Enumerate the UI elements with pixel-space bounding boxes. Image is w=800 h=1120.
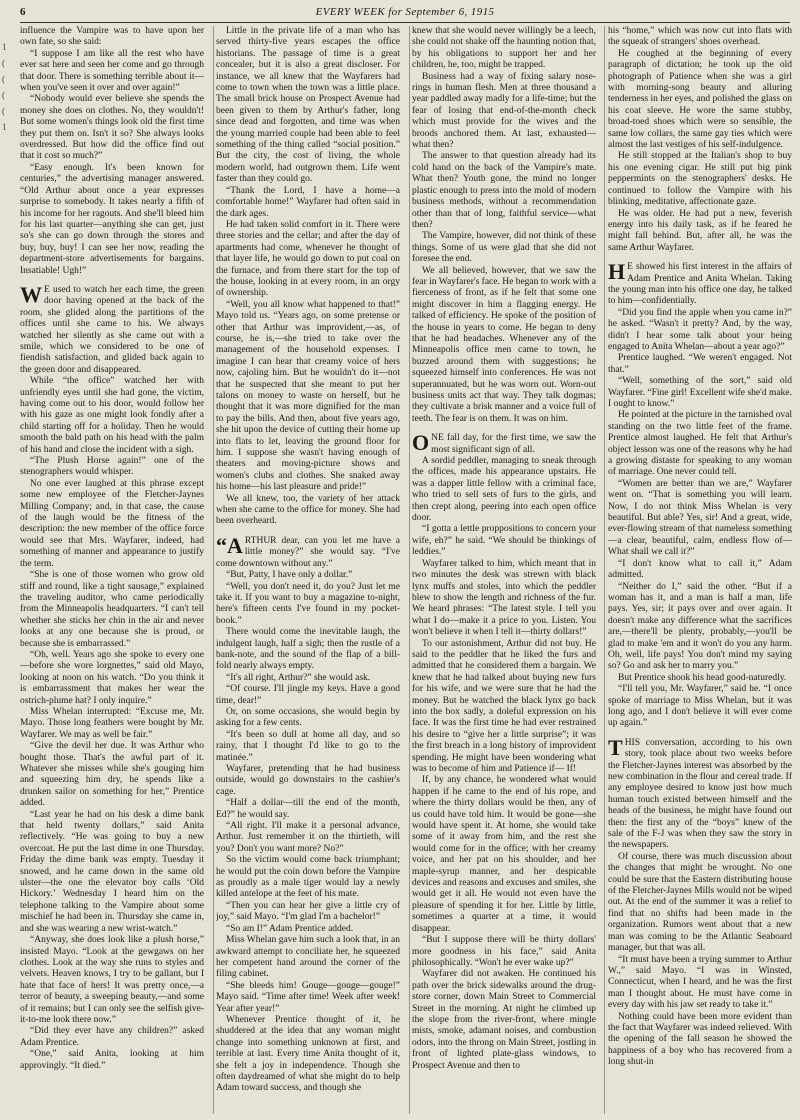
paragraph: “But, Patty, I have only a dollar.” <box>226 570 353 581</box>
paragraph: influence the Vampire was to have upon her own fate, so she said: <box>20 26 204 48</box>
paragraph: “All right. I'll make it a personal advance, Arthur. Just remember it on the thirtieth, will you? Don't you want more? No?” <box>216 821 400 854</box>
margin-mark: ( <box>2 74 5 84</box>
paragraph: “Half a dollar—till the end of the month, Ed?” he would say. <box>216 798 400 820</box>
paragraph: So the victim would come back triumphant; he would put the coin down before the Vampire as proudly as a male tiger would lay a newly killed antelope at the feet of his mate. <box>216 855 400 900</box>
paragraph: “Of course. I'll jingle my keys. Have a good time, dear!” <box>216 684 400 706</box>
paragraph: If, by any chance, he wondered what would happen if he came to the end of his rope, and where the thirty dollars would be then, any of us could have told him. It would be gone—she would have spent it. At home, she would take some of it away from him, and the rest she would come for in the office; with her creamy voice, and her pat on his shoulder, and her maple-syrup manner, and her despicable devices and reasons and excuses and smiles, she would get it all. He would not even have the pleasure of spending it for her. Little by little, sometimes a quarter at a time, it would disappear. <box>412 775 596 934</box>
column-4 <box>608 26 792 1116</box>
paragraph: “It must have been a trying summer to Arthur W.,” said Mayo. “I was in Winsted, Connecticut, when I heard, and he was the first man I thought about. He must have come in every day with his jaw set ready to take it.” <box>608 954 792 1011</box>
paragraph: “Easy enough. It's been known for centuries,” the advertising manager answered. “Old Arthur about once a year expresses surprise to somebody. It takes nearly a fifth of his income for her ragouts. And she'll bleed him for his last quarter—anything she can get, just so's she can go down through the stores and buy, buy, buy! I can see her now, reading the department-store advertisements for bargains. Insatiable! Ugh!” <box>20 162 204 276</box>
paragraph: “Nobody would ever believe she spends the money she does on clothes. No, they wouldn't! But some women's things look old the first time they put them on. Isn't it so? She always looks overdressed. But how did the office find out that it cost so much?” <box>20 94 204 162</box>
section-break <box>608 730 792 738</box>
paragraph: “It's all right, Arthur?” she would ask. <box>226 672 371 683</box>
paragraph: “I don't know what to call it,” Adam admitted. <box>608 558 792 581</box>
paragraph: “Anyway, she does look like a plush horse,” insisted Mayo. “Look at the gewgaws on her clothes. Look at the way she runs to styles and velvets. Heaven knows, I try to be gallant, but I hate that face of hers! It was pretty once,—a terror of beauty, a sweeping beauty,—and some of it remains; but I can only see the selfish give-it-to-me look there now.” <box>20 935 204 1025</box>
paragraph: Wayfarer talked to him, which meant that in two minutes the desk was strewn with black lynx muffs and stoles, into which the peddler blew to show the length and richness of the fur. We heard phrases: “The latest style. I tell you what I do—make it a price to you. Listen. You won't believe it when I tell it—thirty dollars!” <box>412 558 596 638</box>
paragraph: Prentice laughed. “We weren't engaged. Not that.” <box>608 353 792 375</box>
paragraph: To our astonishment, Arthur did not buy. He said to the peddler that he liked the furs and admitted that he considered them a bargain. We knew that he had talked about buying new furs for his wife, and we were sure that he had the money. But he watched the black lynx go back into the box sadly, a doleful expression on his face. It was the first time he had ever restrained his desire to “give her a little surprise”; it was the first breach in a long history of improvident spending. He might have been wondering what was to become of him and Patience if— If! <box>412 638 596 774</box>
paragraph: “It's been so dull at home all day, and so rainy, that I thought I'd like to go to the matinée.” <box>216 729 400 763</box>
header-rule <box>20 22 790 23</box>
page-header <box>20 6 790 22</box>
paragraph: No one ever laughed at this phrase except some new employee of the Fletcher-Jaynes Milling Company; and, in that case, the cause of the laugh would be the fitness of the description: the new member of the office force would see that Mrs. Wayfarer, indeed, had something of manner and appearance to justify the term. <box>20 478 204 569</box>
paragraph: A sordid peddler, managing to sneak through the offices, made his appearance upstairs. He was a dapper little fellow with a criminal face, who tried to sell sets of furs to the girls, and then crept along, peering into each open office door. <box>412 456 596 524</box>
section-break <box>216 528 400 536</box>
paragraph: “I suppose I am like all the rest who have ever sat here and seen her come and go through that door. There is something terrible about it—when you've seen it over and over again!” <box>20 48 204 94</box>
paragraph: Or, on some occasions, she would begin by asking for a few cents. <box>216 706 400 729</box>
paragraph: He still stopped at the Italian's shop to buy his one evening cigar. He still put big pink peppermints on the stenographers' desks. He continued to follow the Vampire with his blinking, meditative, affectionate gaze. <box>608 151 792 208</box>
paragraph: “I gotta a lettle proppositions to concern your wife, eh?” he said. “We should be thinkings of leddies.” <box>412 524 596 558</box>
paragraph: “Last year he had on his desk a dime bank that held twenty dollars,” said Anita reflectively. “He was going to buy a new overcoat. He put the last dime in one Thursday. Friday the dime bank was empty. Tuesday it snowed, and he came down in the same old ulster—the one the elevator boy calls ‘Old Hickory.’ Wednesday I heard him on the telephone talking to the Vampire about some mischief he had been in. Thursday she came in, and she was wearing a new wrist-watch.” <box>20 809 204 934</box>
paragraph: There would come the inevitable laugh, the indulgent laugh, half a sigh; then the rustle of a bank-note, and the sound of the flap of a bill-fold nearly always empty. <box>216 627 400 672</box>
paragraph: The answer to that question already had its cold hand on the back of the Vampire's mate. What then? Youth gone, the mind no longer plastic enough to press into the mold of modern business methods, without a recommendation other than that of long, faithful service—what then? <box>412 151 596 230</box>
paragraph: “One,” said Anita, looking at him approvingly. “It died.” <box>20 1049 204 1071</box>
paragraph: Nothing could have been more evident than the fact that Wayfarer was indeed relieved. With the opening of the fall season he showed the happiness of a boy who has recovered from a long shut-in <box>608 1011 792 1068</box>
running-head: EVERY WEEK for September 6, 1915 <box>315 6 495 18</box>
paragraph: his “home,” which was now cut into flats with the squeak of strangers' shoes overhead. <box>608 26 792 48</box>
margin-mark: ( <box>2 58 5 68</box>
paragraph: Miss Whelan gave him such a look that, in an awkward attempt to conciliate her, he squeezed her competent hand around the corner of the filing cabinet. <box>216 935 400 980</box>
paragraph: “Then you can hear her give a little cry of joy,” said Mayo. “I'm glad I'm a bachelor!” <box>216 900 400 923</box>
paragraph: “I'll tell you, Mr. Wayfarer,” said he. “I once spoke of marriage to Miss Whelan, but it was long ago, and I don't believe it will ever come up again.” <box>608 684 792 729</box>
column-1 <box>20 26 204 1116</box>
paragraph: He pointed at the picture in the tarnished oval standing on the two little feet of the frame. Prentice almost laughed. He felt that Arthur's object lesson was one of the reasons why he had a growing distaste for speaking to any woman of marriage. One never could tell. <box>608 410 792 478</box>
paragraph: “Give the devil her due. It was Arthur who bought those. That's the awful part of it. Whatever she misses while she's gouging him and squeezing him dry, he spends like a drunken sailor on something for her,” Prentice added. <box>20 741 204 809</box>
paragraph: Wayfarer did not awaken. He continued his path over the brick sidewalks around the drug-store corner, down Main Street to Commercial Street in the morning. At night he climbed up the slope from the river-front, where mingle mists, smoke, adamant noises, and combustion odors, into the throng on Main Street, jostling in front of lighted plate-glass windows, to Prospect Avenue and then to <box>412 969 596 1071</box>
paragraph: ONE fall day, for the first time, we saw the most significant sign of all. <box>412 430 596 456</box>
paragraph: Wayfarer, pretending that he had business outside, would go downstairs to the cashier's cage. <box>216 764 400 797</box>
margin-mark: ( <box>2 90 5 100</box>
page-number: 6 <box>20 6 26 18</box>
paragraph: “Well, you don't need it, do you? Just let me take it. If you want to buy a magazine to-night, here's fifteen cents I've found in my pocket-book.” <box>216 581 400 626</box>
paragraph: “She is one of those women who grow old stiff and round, like a tight sausage,” explained the traveling auditor, who came periodically from the Minneapolis headquarters. “I can't tell whether she sticks her chin in the air and never looks at any one because she is proud, or because she is embarrassed.” <box>20 570 204 649</box>
paragraph: knew that she would never willingly be a leech, she could not shake off the haunting notion that, by his obligations to support her and her children, he, too, might be trapped. <box>412 26 596 71</box>
paragraph: “Well, you all know what happened to that!” Mayo told us. “Years ago, on some pretense or other that Arthur was improvident,—as, of course, he is,—she tried to take over the management of the household expenses. I imagine I can hear that creamy voice of hers now, cajoling him. But he wouldn't do it—not that he suspected that she meant to put her talons on money to waste on herself, but he thought that it was more dignified for the man to pay the bills. And then, about five years ago, she hit upon the device of cutting their home up into flats to let, leaving the ground floor for him. I suppose she wasn't having enough of theaters and moving-picture shows and women's clubs and clothes. She snaked away his home—his last pleasure and pride!” <box>216 299 400 493</box>
paragraph: “She bleeds him! Gouge—gouge—gouge!” Mayo said. “Time after time! Week after week! Year after year!” <box>216 980 400 1014</box>
margin-mark: 1 <box>2 122 7 132</box>
paragraph: But Prentice shook his head good-naturedly. <box>618 672 787 683</box>
paragraph: Of course, there was much discussion about the changes that might be wrought. No one could be sure that the Eastern distributing house of the Fletcher-Jaynes Mills would not be wiped out. At the end of the summer it was a relief to find that no shifts had been made in the organization. Rumors went about that a new man was coming to be the Atlantic Seaboard manager, but that was all. <box>608 851 792 954</box>
paragraph: “ARTHUR dear, can you let me have a little money?” she would say. “I've come downtown without any.” <box>216 532 400 569</box>
paragraph: “Well, something of the sort,” said old Wayfarer. “Fine girl! Excellent wife she'd make. I ought to know.” <box>608 376 792 409</box>
paragraph: “So am I!” Adam Prentice added. <box>226 923 354 934</box>
paragraph: While “the office” watched her with unfriendly eyes until she had gone, the victim, having come out to his door, would follow her with his gaze as one might look fondly after a child starting off for a holiday. Then he would smooth the bald path on his head with the palm of his hand and close the incident with a sigh. <box>20 376 204 455</box>
paragraph: He had taken solid comfort in it. There were three stories and the cellar; and after the day of apartments had come, whenever he thought of that layer life, he would go down to put coal on the furnace, and from there start for the top of the house, looking in at every room, in an orgy of ownership. <box>216 219 400 299</box>
paragraph: He was older. He had put a new, feverish energy into his daily task, as if he feared he might fall behind. But, after all, he was the same Arthur Wayfarer. <box>608 208 792 253</box>
paragraph: Miss Whelan interrupted: “Excuse me, Mr. Mayo. Those long feathers were bought by Mr. Wayfarer. We may as well be fair.” <box>20 706 204 740</box>
paragraph: “The Plush Horse again!” one of the stenographers would whisper. <box>20 456 204 478</box>
paragraph: Business had a way of fixing salary nose-rings in human flesh. Men at three thousand a year paddled away madly for a life-time; but the fear of losing that end-of-the-month check which must provide for the wives and the broods anchored them. At last, exhausted—what then? <box>412 71 596 151</box>
paragraph: “Did you find the apple when you came in?” he asked. “Wasn't it pretty? And, by the way, didn't I hear some talk about your being engaged to Anita Whelan—about a year ago?” <box>608 307 792 352</box>
paragraph: “But I suppose there will be thirty dollars' more goodness in his face,” said Anita philosophically. “Won't he ever wake up?” <box>412 935 596 968</box>
column-2 <box>216 26 400 1116</box>
paragraph: “Thank the Lord, I have a home—a comfortable home!” Wayfarer had often said in the dark ages. <box>216 185 400 219</box>
section-break <box>608 254 792 262</box>
margin-marks <box>2 40 14 136</box>
paragraph: WE used to watch her each time, the green door having opened at the back of the room, she glided along the partitions of the offices until she came to his. We always watched her silently as she came out with a smile, which we considered to be one of fiendish satisfaction, and glided back again to the green door and disappeared. <box>20 281 204 375</box>
paragraph: “Oh, well. Years ago she spoke to every one—before she wore lorgnettes,” said old Mayo, looking at noon on his watch. “Do you think it is embarrassment that makes her wear the ostrich-plume hat? I only inquire.” <box>20 649 204 706</box>
margin-mark: 1 <box>2 42 7 52</box>
margin-mark: ( <box>2 106 5 116</box>
paragraph: Little in the private life of a man who has served thirty-five years escapes the office historians. The passage of time is a great concealer, but it is also a great discloser. For instance, we all knew that the Wayfarers had come to town when the town was a little place. The small brick house on Prospect Avenue had been given to them by Arthur's father, long since dead and forgotten, and time was when the young married couple had been able to feel something of the thing called “social position.” But the city, the cost of living, the whole modern world, had outgrown them. Life went faster than they could go. <box>216 26 400 185</box>
paragraph: We all knew, too, the variety of her attack when she came to the office for money. She had been overheard. <box>216 493 400 527</box>
paragraph: Whenever Prentice thought of it, he shuddered at the idea that any woman might change into something unknown at first, and terrible at last. Every time Anita thought of it, she felt a joy in independence. Though she often daydreamed of what she might do to help Adam toward success, and though she <box>216 1014 400 1094</box>
article-columns <box>20 26 792 1116</box>
paragraph: He coughed at the beginning of every paragraph of dictation; he took up the old photograph of Patience when she was a girl with morning-song beauty and alluring tenderness in her eyes, and polished the glass on his coat sleeve. He wore the same stubby, broad-toed shoes which were so sensible, the same low collars, the same gay ties which were almost the last vestiges of his self-indulgence. <box>608 48 792 151</box>
column-3 <box>412 26 596 1116</box>
paragraph: HE showed his first interest in the affairs of Adam Prentice and Anita Whelan. Taking the young man into his office one day, he talked to him—confidentially. <box>608 259 792 307</box>
paragraph: We all believed, however, that we saw the fear in Wayfarer's face. He began to work with a fierceness of front, as if he felt that some one might discover in him a flagging energy. He talked of efficiency. He spoke of the position of the house in years to come. He began to deny that he had headaches. Whenever any of the Minneapolis office men came to town, he buzzed around them with suggestions; he squeezed himself into conferences. He was not superannuated, but he was worn out. Worn-out business units act that way. They talk dogmas; they cultivate a brisk manner and a voice full of teeth. The fear is on them. It was on him. <box>412 265 596 424</box>
section-break <box>20 277 204 285</box>
paragraph: “Did they ever have any children?” asked Adam Prentice. <box>20 1026 204 1048</box>
paragraph: The Vampire, however, did not think of these things. Some of us were glad that she did not foresee the end. <box>412 231 596 265</box>
paragraph: THIS conversation, according to his own story, took place about two weeks before the Fletcher-Jaynes interest was absorbed by the new combination in the flour and cereal trade. If any employee desired to know just how much human touch existed between himself and the heads of the business, he might have found out then: the first any of the “boys” knew of the sale of the F-J was when they saw the story in the newspapers. <box>608 734 792 851</box>
paragraph: “Women are better than we are,” Wayfarer went on. “That is something you will learn. Now, I do not think Miss Whelan is very beautiful. But able? Yes, sir! And a great, wide, ever-flowing stream of that nameless something—a clear, beautiful, calm, endless flow of—What shall we call it?” <box>608 478 792 558</box>
paragraph: “Neither do I,” said the other. “But if a woman has it, and a man is half a man, life pays. Yes, sir; it pays over and over again. It doesn't make any difference what the sacrifices are,—there'll be plenty, probably,—you'll be glad to make 'em and it won't do you any harm. Oh, well, life pays! You don't mind my saying so? Go and ask her to marry you.” <box>608 581 792 672</box>
